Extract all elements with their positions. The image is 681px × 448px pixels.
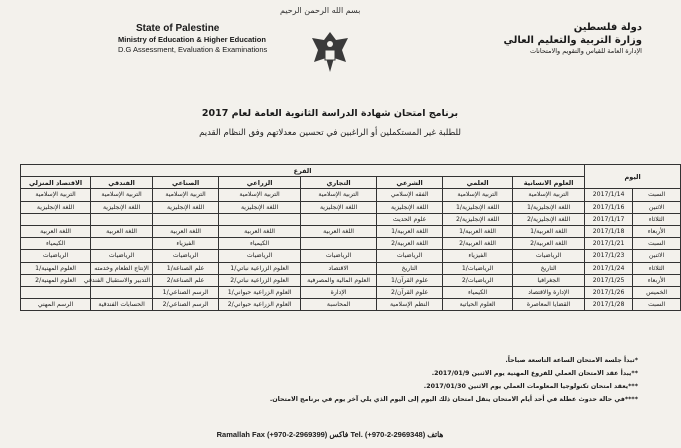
subject-cell: التربية الإسلامية — [153, 189, 219, 201]
subject-cell: الرياضيات — [91, 250, 153, 262]
subject-cell: التربية الإسلامية — [513, 189, 585, 201]
subject-cell: اللغة الإنجليزية/2 — [443, 213, 513, 225]
date-cell: 2017/1/28 — [585, 299, 633, 311]
subject-cell: الرسم الصناعي/2 — [153, 299, 219, 311]
day-cell: الاثنين — [633, 250, 681, 262]
branch-column-header: التجاري — [301, 177, 377, 189]
subject-cell — [21, 286, 91, 298]
note-item: ****في حالة حدوث عطلة في أحد أيام الامتحان ينقل امتحان ذلك اليوم إلى اليوم الذي يلي آخر يوم في برنامج الامتحان. — [269, 396, 638, 403]
subject-cell: اللغة العربية/2 — [513, 238, 585, 250]
branch-column-header: العلمي — [443, 177, 513, 189]
subject-cell: التاريخ — [377, 262, 443, 274]
date-cell: 2017/1/16 — [585, 201, 633, 213]
subject-cell: الكيمياء — [443, 286, 513, 298]
subject-cell: القضايا المعاصرة — [513, 299, 585, 311]
branch-column-header: الصناعي — [153, 177, 219, 189]
subject-cell: اللغة العربية/1 — [443, 225, 513, 237]
notes — [270, 354, 638, 406]
subject-cell: علوم الحديث — [377, 213, 443, 225]
date-cell: 2017/1/25 — [585, 274, 633, 286]
subject-cell: اللغة الإنجليزية — [21, 201, 91, 213]
table-row — [21, 225, 681, 237]
state-name-en: State of Palestine — [136, 23, 220, 34]
subject-cell: الفقه الإسلامي — [377, 189, 443, 201]
footer-contact: Ramallah Fax (+970-2-2969399) فاكس Tel. (+970-2-2969348) هاتف — [216, 430, 444, 439]
subject-cell: اللغة العربية — [91, 225, 153, 237]
subject-cell: المحاسبة — [301, 299, 377, 311]
subject-cell: الرياضيات — [377, 250, 443, 262]
note-item: **يبدأ عقد الامتحان العملي للفروع المهنية يوم الاثنين 2017/01/9. — [431, 370, 638, 377]
branch-column-header: الفندقي — [91, 177, 153, 189]
subject-cell — [301, 213, 377, 225]
day-cell: الأربعاء — [633, 274, 681, 286]
subject-cell: العلوم الحياتية — [443, 299, 513, 311]
branch-column-header: الزراعي — [219, 177, 301, 189]
subject-cell: علوم القرآن/1 — [377, 274, 443, 286]
subject-cell: اللغة الإنجليزية — [219, 201, 301, 213]
table-row — [21, 274, 681, 286]
note-item: *تبدأ جلسة الامتحان الساعة التاسعة صباحاً. — [505, 357, 638, 364]
day-cell: الاثنين — [633, 201, 681, 213]
subject-cell — [153, 213, 219, 225]
subject-cell: الرسم المهني — [21, 299, 91, 311]
date-cell: 2017/1/18 — [585, 225, 633, 237]
day-cell: الثلاثاء — [633, 262, 681, 274]
subject-cell: اللغة العربية — [301, 225, 377, 237]
subject-cell: التربية الإسلامية — [91, 189, 153, 201]
day-cell: الأربعاء — [633, 225, 681, 237]
subject-cell: علوم القرآن/2 — [377, 286, 443, 298]
date-cell: 2017/1/24 — [585, 262, 633, 274]
ministry-name-en: Ministry of Education & Higher Education — [118, 35, 266, 44]
date-cell: 2017/1/14 — [585, 189, 633, 201]
subject-cell: الرياضيات/2 — [443, 274, 513, 286]
subject-cell: اللغة العربية — [21, 225, 91, 237]
subject-cell: اللغة الإنجليزية — [153, 201, 219, 213]
subject-cell: اللغة الإنجليزية/1 — [443, 201, 513, 213]
document-subtitle: للطلبة غير المستكملين أو الراغبين في تحسين معدلاتهم وفق النظام القديم — [199, 128, 461, 138]
date-cell: 2017/1/17 — [585, 213, 633, 225]
document-title: برنامج امتحان شهادة الدراسة الثانوية العامة لعام 2017 — [201, 108, 459, 119]
date-cell: 2017/1/21 — [585, 238, 633, 250]
subject-cell: العلوم المهنية/2 — [21, 274, 91, 286]
subject-cell: الإدارة والاقتصاد — [513, 286, 585, 298]
subject-cell: العلوم الزراعية نباتي/1 — [219, 262, 301, 274]
subject-cell: الاقتصاد — [301, 262, 377, 274]
table-row — [21, 213, 681, 225]
subject-cell: العلوم المالية والمصرفية — [301, 274, 377, 286]
table-row — [21, 262, 681, 274]
subject-cell: الفيزياء — [153, 238, 219, 250]
table-row — [21, 201, 681, 213]
subject-cell: الكيمياء — [21, 238, 91, 250]
subject-cell: الرياضيات/1 — [443, 262, 513, 274]
subject-cell — [91, 286, 153, 298]
day-cell: السبت — [633, 238, 681, 250]
subject-cell: اللغة الإنجليزية/1 — [513, 201, 585, 213]
subject-cell: اللغة الإنجليزية — [377, 201, 443, 213]
subject-cell: العلوم الزراعية حيواني/1 — [219, 286, 301, 298]
exam-schedule-table — [20, 164, 681, 311]
subject-cell: العلوم المهنية/1 — [21, 262, 91, 274]
subject-cell — [21, 213, 91, 225]
subject-cell: النظم الإسلامية — [377, 299, 443, 311]
subject-cell: التاريخ — [513, 262, 585, 274]
day-cell: الثلاثاء — [633, 213, 681, 225]
subject-cell: الرياضيات — [301, 250, 377, 262]
subject-cell — [91, 238, 153, 250]
note-item: ***يعقد امتحان تكنولوجيا المعلومات العملي يوم الاثنين 2017/01/30. — [423, 383, 638, 390]
subject-cell: التربية الإسلامية — [301, 189, 377, 201]
subject-cell — [301, 238, 377, 250]
subject-cell: اللغة الإنجليزية — [301, 201, 377, 213]
subject-cell: الحسابات الفندقية — [91, 299, 153, 311]
day-column-header: اليوم — [585, 165, 681, 189]
subject-cell — [91, 213, 153, 225]
subject-cell: العلوم الزراعية نباتي/2 — [219, 274, 301, 286]
branch-column-header: الاقتصاد المنزلي — [21, 177, 91, 189]
subject-cell: الجغرافيا — [513, 274, 585, 286]
subject-cell: الرياضيات — [513, 250, 585, 262]
subject-cell: الإنتاج الطعام وخدمته — [91, 262, 153, 274]
subject-cell: الرياضيات — [153, 250, 219, 262]
subject-cell: التربية الإسلامية — [21, 189, 91, 201]
table-row — [21, 238, 681, 250]
branch-column-header: العلوم الانسانية — [513, 177, 585, 189]
state-name-ar: دولة فلسطين — [573, 22, 642, 33]
subject-cell: اللغة العربية — [153, 225, 219, 237]
department-name-ar: الإدارة العامة للقياس والتقويم والامتحانات — [529, 47, 642, 55]
date-cell: 2017/1/26 — [585, 286, 633, 298]
subject-cell: اللغة العربية/1 — [377, 225, 443, 237]
subject-cell: الرياضيات — [21, 250, 91, 262]
subject-cell: التدبير والاستقبال الفندقي — [91, 274, 153, 286]
ministry-name-ar: وزارة التربية والتعليم العالي — [503, 34, 642, 46]
subject-cell: اللغة الإنجليزية — [91, 201, 153, 213]
day-cell: السبت — [633, 299, 681, 311]
table-row — [21, 299, 681, 311]
subject-cell: الرسم الصناعي/1 — [153, 286, 219, 298]
subject-cell: اللغة العربية/2 — [443, 238, 513, 250]
subject-cell — [219, 213, 301, 225]
branch-column-header: الشرعي — [377, 177, 443, 189]
subject-cell: اللغة العربية/1 — [513, 225, 585, 237]
day-cell: السبت — [633, 189, 681, 201]
branch-header: الفرع — [21, 165, 585, 177]
header-english — [118, 22, 267, 55]
table-row — [21, 189, 681, 201]
subject-cell: اللغة الإنجليزية/2 — [513, 213, 585, 225]
subject-cell: التربية الإسلامية — [219, 189, 301, 201]
subject-cell: الرياضيات — [219, 250, 301, 262]
basmala: بسم الله الرحمن الرحيم — [280, 6, 361, 15]
subject-cell: العلوم الزراعية حيواني/2 — [219, 299, 301, 311]
table-row — [21, 250, 681, 262]
subject-cell: علم الصناعة/2 — [153, 274, 219, 286]
subject-cell: الكيمياء — [219, 238, 301, 250]
day-cell: الخميس — [633, 286, 681, 298]
eagle-emblem-icon — [306, 28, 354, 76]
subject-cell: الفيزياء — [443, 250, 513, 262]
subject-cell: علم الصناعة/1 — [153, 262, 219, 274]
department-name-en: D.G Assessment, Evaluation & Examinations — [118, 44, 268, 54]
subject-cell: التربية الإسلامية — [443, 189, 513, 201]
subject-cell: الإدارة — [301, 286, 377, 298]
date-cell: 2017/1/23 — [585, 250, 633, 262]
subject-cell: اللغة العربية/2 — [377, 238, 443, 250]
subject-cell: اللغة العربية — [219, 225, 301, 237]
header-arabic — [504, 22, 642, 55]
table-row — [21, 286, 681, 298]
